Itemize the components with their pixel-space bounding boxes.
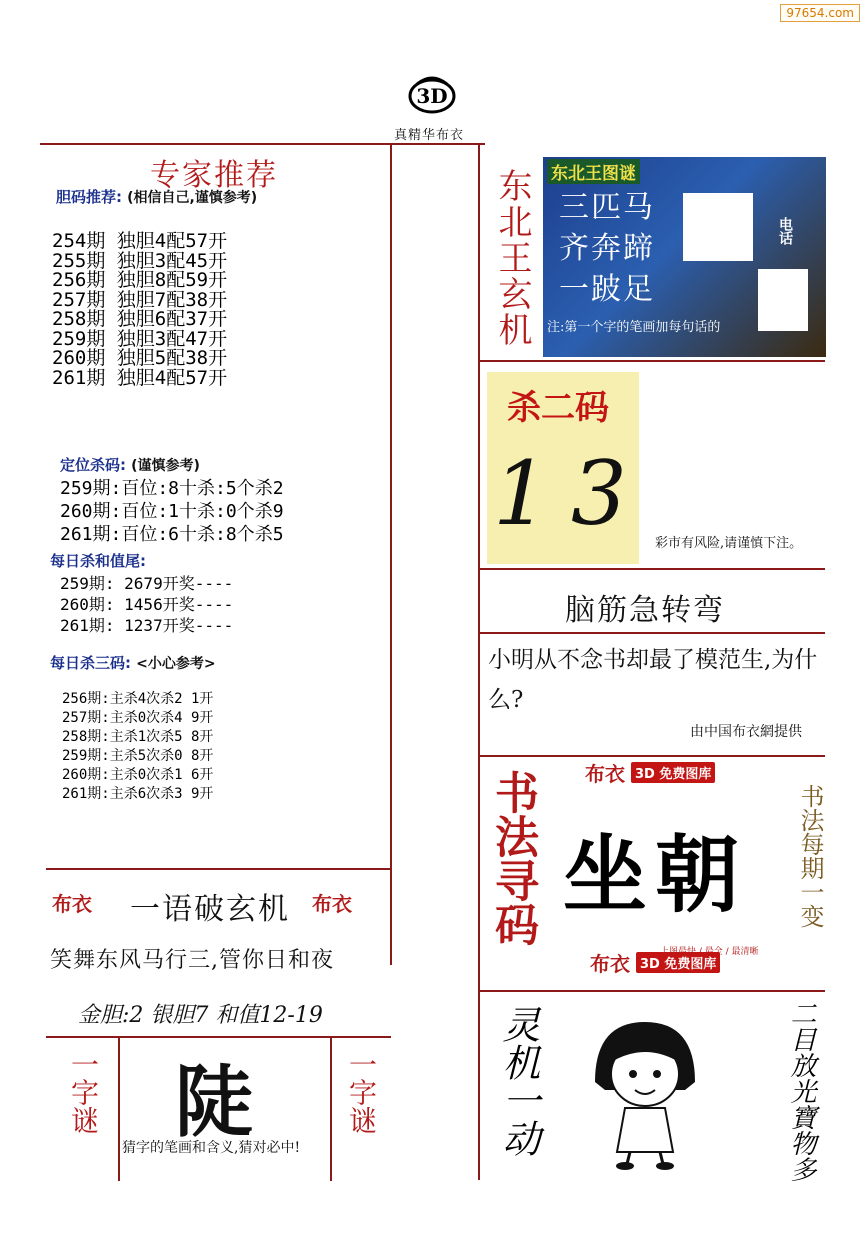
list-item: 258期:主杀1次杀5 8开 — [62, 729, 214, 745]
divider — [480, 568, 825, 570]
brain-title: 脑筋急转弯 — [565, 593, 725, 628]
list-item: 261期 独胆4配57开 — [52, 366, 228, 389]
zimi-right-label: 一字谜 — [345, 1050, 378, 1134]
list-item: 260期:主杀0次杀1 6开 — [62, 767, 214, 783]
logo-3d-icon — [405, 74, 459, 114]
badge: 3D 免费图库 — [631, 762, 715, 783]
list-item: 260期 独胆5配38开 — [52, 347, 228, 369]
list-item: 261期:主杀6次杀3 9开 — [62, 786, 214, 802]
sum-list — [60, 573, 233, 636]
calligraphy-side: 书法每期一变 — [796, 784, 824, 928]
list-item: 260期:百位:1十杀:0个杀9 — [60, 501, 284, 522]
list-item: 259期: 2679开奖---- — [60, 574, 234, 593]
lingji-side: 二目放光寶物多 — [786, 1000, 816, 1182]
three-note: <小心参考> — [136, 656, 216, 672]
dongbei-note: 注:第一个字的笔画加每句话的 — [547, 320, 721, 335]
divider — [480, 360, 825, 362]
badge: 3D 免费图库 — [636, 952, 720, 973]
brain-question: 小明从不念书却最了模范生,为什么? — [488, 647, 818, 713]
poem-line: 齐奔蹄 — [559, 231, 655, 266]
list-item: 259期:百位:8十杀:5个杀2 — [60, 478, 284, 499]
list-item: 255期 独胆3配45开 — [52, 249, 228, 272]
poem-line: 一跛足 — [559, 272, 655, 307]
cartoon-girl-icon — [585, 1012, 705, 1172]
yiyu-title: 一语破玄机 — [130, 892, 290, 927]
list-item: 259期:主杀5次杀0 8开 — [62, 748, 214, 764]
three-label: 每日杀三码: — [50, 654, 131, 672]
divider — [480, 632, 825, 634]
list-item: 256期 独胆8配59开 — [52, 269, 228, 291]
zimi-hint: 猜字的笔画和含义,猜对必中! — [122, 1140, 301, 1156]
jin-dan-line: 金胆:2 银胆7 和值12-19 — [78, 1003, 323, 1028]
lingji-title: 灵机一动 — [496, 1005, 540, 1157]
list-item: 261期: 1237开奖---- — [60, 616, 234, 635]
three-header — [50, 652, 216, 673]
list-item: 259期 独胆3配47开 — [52, 327, 228, 350]
expert-title: 专家推荐 — [150, 158, 278, 193]
redacted-block — [758, 269, 808, 331]
pos-list — [60, 477, 284, 546]
list-item: 257期:主杀0次杀4 9开 — [62, 710, 214, 726]
pos-note: (谨慎参考) — [131, 458, 200, 474]
dongbei-title: 东北王玄机 — [492, 168, 532, 348]
kill-two-title: 杀二码 — [507, 388, 609, 428]
sum-label: 每日杀和值尾: — [50, 552, 146, 570]
list-item: 261期:百位:6十杀:8个杀5 — [60, 524, 284, 545]
list-item: 256期:主杀4次杀2 1开 — [62, 691, 214, 707]
kill-two-box — [487, 372, 649, 564]
calligraphy-title: 书法寻码 — [487, 770, 538, 946]
redacted-block — [683, 193, 753, 261]
risk-note: 彩市有风险,请谨慎下注。 — [655, 536, 803, 551]
divider — [480, 990, 825, 992]
dan-label: 胆码推荐: — [56, 188, 122, 206]
svg-text:3D: 3D — [416, 84, 448, 108]
divider — [390, 145, 392, 965]
list-item: 260期: 1456开奖---- — [60, 595, 234, 614]
dongbei-head: 东北王图谜 — [547, 159, 640, 184]
divider — [478, 145, 480, 1180]
dan-note: (相信自己,谨慎参考) — [127, 190, 258, 206]
brand-logo: 布衣 — [590, 952, 630, 976]
calligraphy-chars: 坐朝 — [563, 825, 748, 924]
calligraphy-tagline: 上图最快 / 最全 / 最清晰 — [660, 947, 759, 957]
yiyu-poem: 笑舞东风马行三,管你日和夜 — [50, 948, 334, 973]
dan-list — [52, 232, 227, 388]
dan-header — [56, 186, 257, 207]
list-item: 257期 独胆7配38开 — [52, 288, 228, 311]
list-item: 258期 独胆6配37开 — [52, 308, 228, 330]
logo-caption: 真精华布衣 — [394, 128, 465, 143]
divider — [330, 1036, 332, 1181]
list-item: 254期 独胆4配57开 — [52, 230, 228, 252]
brand-logo: 布衣 — [312, 892, 352, 916]
zimi-left-label: 一字谜 — [67, 1050, 100, 1134]
divider — [118, 1036, 120, 1181]
divider — [46, 868, 392, 870]
three-list — [62, 690, 213, 804]
brand-logo: 布衣 — [52, 892, 92, 916]
site-url[interactable]: 97654.com — [780, 4, 860, 22]
kill-two-numbers: 13 — [493, 442, 649, 545]
zimi-char: 陡 — [175, 1057, 254, 1148]
calligraphy-brand-top — [585, 758, 715, 787]
dongbei-poem — [559, 187, 655, 310]
pos-header — [60, 454, 200, 475]
dongbei-image — [543, 157, 826, 357]
divider — [40, 143, 485, 145]
divider — [480, 755, 825, 757]
pos-label: 定位杀码: — [60, 456, 126, 474]
brand-logo: 布衣 — [585, 762, 625, 786]
brain-provider: 由中国布衣網提供 — [690, 724, 802, 740]
dongbei-phone: 电话 — [777, 217, 793, 245]
poem-line: 三匹马 — [559, 190, 655, 225]
divider — [46, 1036, 391, 1038]
